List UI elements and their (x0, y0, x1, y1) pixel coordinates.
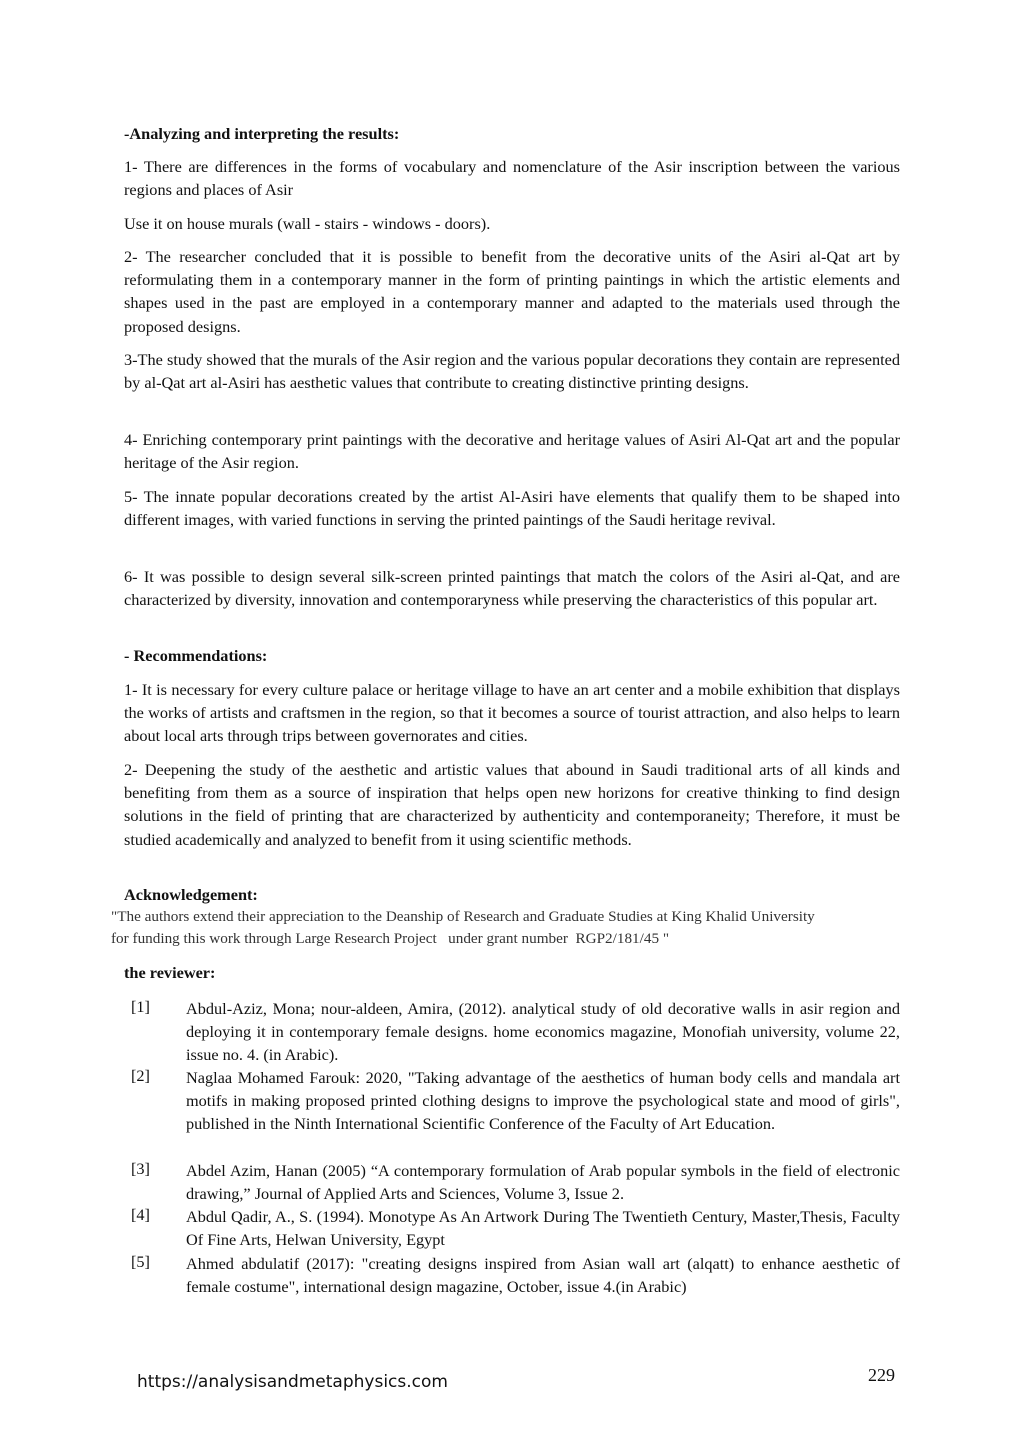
recommendation-item-2: 2- Deepening the study of the aesthetic and artistic values that abound in Saudi traditional arts of all kinds and benefiting from them as a source of inspiration that helps open new horizons for creative thinking to find design solutions in the field of printing that are characterized by authenticity and contemporaneity; Therefore, it must be studied academically and analyzed to benefit from it using scientific methods. (124, 760, 900, 849)
result-item-6: 6- It was possible to design several silk-screen printed paintings that match the colors of the Asiri al-Qat, and are characterized by diversity, innovation and contemporaryness while preserving the characteristics of this popular art. (124, 567, 900, 610)
reference-number: [2] (131, 1066, 150, 1085)
acknowledgement-heading: Acknowledgement: (124, 885, 258, 904)
reference-text: Ahmed abdulatif (2017): "creating designs inspired from Asian wall art (alqatt) to enhance aesthetic of female costume", international design magazine, October, issue 4.(in Arabic) (186, 1254, 900, 1297)
results-heading: -Analyzing and interpreting the results: (124, 124, 400, 143)
reference-text: Abdul-Aziz, Mona; nour-aldeen, Amira, (2012). analytical study of old decorative walls in asir region and deploying it in contemporary female designs. home economics magazine, Monofiah university, volume 22, issue no. 4. (in Arabic). (186, 999, 900, 1065)
reference-number: [3] (131, 1159, 150, 1178)
footer-url-link[interactable]: https://analysisandmetaphysics.com (137, 1372, 448, 1392)
page-number: 229 (868, 1365, 895, 1385)
recommendation-item-1: 1- It is necessary for every culture palace or heritage village to have an art center and a mobile exhibition that displays the works of artists and craftsmen in the region, so that it becomes a source of tourist attraction, and also helps to learn about local arts through trips between governorates and cities. (124, 680, 900, 746)
reference-text: Abdel Azim, Hanan (2005) “A contemporary formulation of Arab popular symbols in the field of electronic drawing,” Journal of Applied Arts and Sciences, Volume 3, Issue 2. (186, 1161, 900, 1204)
result-item-1: 1- There are differences in the forms of vocabulary and nomenclature of the Asir inscription between the various regions and places of Asir (124, 157, 900, 200)
reference-number: [5] (131, 1252, 150, 1271)
result-item-5: 5- The innate popular decorations created by the artist Al-Asiri have elements that qualify them to be shaped into different images, with varied functions in serving the printed paintings of the Saudi heritage revival. (124, 487, 900, 530)
reference-number: [4] (131, 1205, 150, 1224)
reference-text: Abdul Qadir, A., S. (1994). Monotype As An Artwork During The Twentieth Century, Master,Thesis, Faculty Of Fine Arts, Helwan University, Egypt (186, 1207, 900, 1250)
references-heading: the reviewer: (124, 963, 216, 982)
reference-text: Naglaa Mohamed Farouk: 2020, "Taking advantage of the aesthetics of human body cells and mandala art motifs in making proposed printed clothing designs to improve the psychological state and mood of girls", published in the Ninth International Scientific Conference of the Faculty of Art Education. (186, 1068, 900, 1134)
result-item-4: 4- Enriching contemporary print paintings with the decorative and heritage values of Asiri Al-Qat art and the popular heritage of the Asir region. (124, 430, 900, 473)
acknowledgement-line-1: "The authors extend their appreciation to the Deanship of Research and Graduate Studies at King Khalid University (111, 908, 815, 925)
acknowledgement-line-2: for funding this work through Large Research Project under grant number RGP2/181/45 " (111, 930, 670, 947)
result-item-2: 2- The researcher concluded that it is possible to benefit from the decorative units of the Asiri al-Qat art by reformulating them in a contemporary manner in the form of printing paintings in which the artistic elements and shapes used in the past are employed in a contemporary manner and adapted to the materials used through the proposed designs. (124, 247, 900, 336)
recommendations-heading: - Recommendations: (124, 646, 268, 665)
reference-number: [1] (131, 997, 150, 1016)
result-item-usage: Use it on house murals (wall - stairs - windows - doors). (124, 214, 491, 233)
result-item-3: 3-The study showed that the murals of the Asir region and the various popular decorations they contain are represented by al-Qat art al-Asiri has aesthetic values that contribute to creating distinctive printing designs. (124, 350, 900, 393)
